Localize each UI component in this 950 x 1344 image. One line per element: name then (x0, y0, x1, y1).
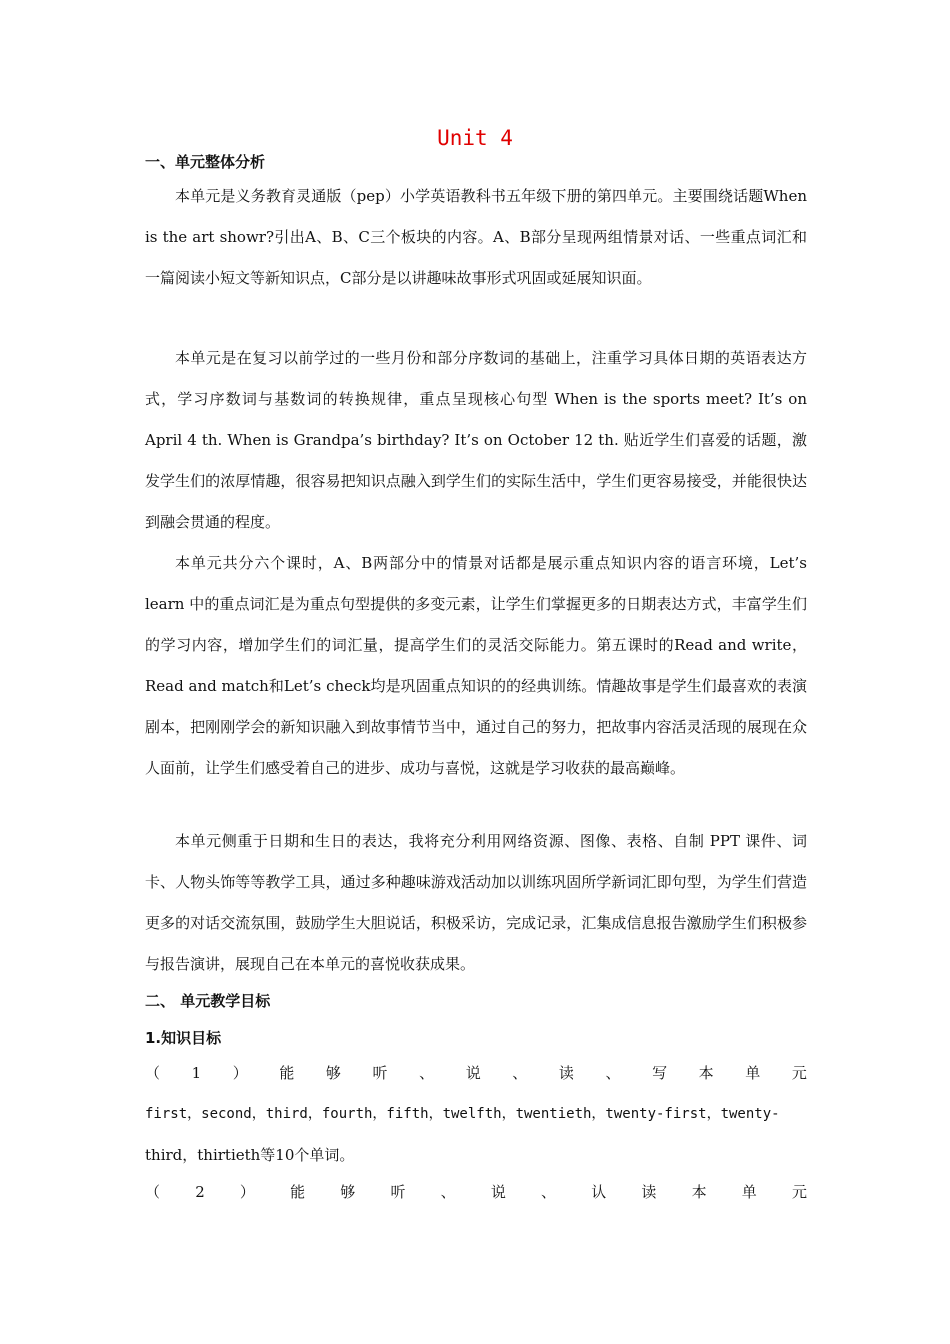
item-2-token: 元 (791, 1183, 807, 1201)
section-heading-teaching-goals: 二、 单元教学目标 (145, 992, 271, 1010)
item-1-token: （ (145, 1064, 161, 1082)
item-2-token: 够 (340, 1183, 356, 1201)
item-1-token: 够 (325, 1064, 341, 1082)
item-1-token: ） (232, 1064, 248, 1082)
item-1-token: 、 (605, 1064, 621, 1082)
paragraph-1: 本单元是义务教育灵通版（pep）小学英语教科书五年级下册的第四单元。主要围绕话题When is the art showr?引出A、B、C三个板块的内容。A、B部分呈现两组情景对话、一些重点词汇和一篇阅读小短文等新知识点，C部分是以讲趣味故事形式巩固或延展知识面。 (145, 187, 807, 287)
item-1-token: 单 (745, 1064, 761, 1082)
item-1-token: 元 (791, 1064, 807, 1082)
item-1-line-3: third，thirtieth等10个单词。 (145, 1146, 355, 1164)
paragraph-4: 本单元侧重于日期和生日的表达，我将充分利用网络资源、图像、表格、自制 PPT 课件、词卡、人物头饰等等教学工具，通过多种趣味游戏活动加以训练巩固所学新词汇即句型，为学生们营造更多的对话交流氛围，鼓励学生大胆说话，积极采访，完成记录，汇集成信息报告激励学生们积极参与报告演讲，展现自己在本单元的喜悦收获成果。 (145, 832, 807, 973)
item-2-token: （ (145, 1183, 161, 1201)
page-title: Unit 4 (437, 126, 513, 150)
section-heading-overall-analysis: 一、单元整体分析 (145, 153, 266, 171)
item-2-token: 说 (490, 1183, 506, 1201)
item-1-token: 能 (279, 1064, 295, 1082)
item-2-token: 2 (195, 1183, 205, 1201)
item-2-token: 能 (290, 1183, 306, 1201)
item-1-line-1 (145, 1061, 807, 1085)
item-2-token: 、 (541, 1183, 557, 1201)
item-1-token: 、 (512, 1064, 528, 1082)
subheading-knowledge-goals: 1.知识目标 (145, 1029, 222, 1047)
item-2-token: 听 (390, 1183, 406, 1201)
item-1-token: 本 (698, 1064, 714, 1082)
item-1-line-2: first，second，third，fourth，fifth，twelfth，twentieth，twenty-first，twenty- (145, 1106, 780, 1122)
item-2-token: 单 (741, 1183, 757, 1201)
item-1-token: 听 (372, 1064, 388, 1082)
item-2-token: 、 (440, 1183, 456, 1201)
item-1-token: 、 (419, 1064, 435, 1082)
item-2-token: ） (239, 1183, 255, 1201)
item-1-token: 1 (191, 1064, 202, 1082)
item-1-token: 写 (652, 1064, 668, 1082)
item-1-token: 读 (558, 1064, 574, 1082)
paragraph-2: 本单元是在复习以前学过的一些月份和部分序数词的基础上，注重学习具体日期的英语表达方式，学习序数词与基数词的转换规律，重点呈现核心句型 When is the sports meet? It’s on April 4 th. When is Grandpa’s birthday? It’s on October 12 th. 贴近学生们喜爱的话题，激发学生们的浓厚情趣，很容易把知识点融入到学生们的实际生活中，学生们更容易接受，并能很快达到融会贯通的程度。 (145, 349, 807, 531)
item-2-line-1 (145, 1180, 807, 1204)
item-2-token: 本 (691, 1183, 707, 1201)
item-2-token: 读 (641, 1183, 657, 1201)
paragraph-3: 本单元共分六个课时，A、B两部分中的情景对话都是展示重点知识内容的语言环境，Let’s learn 中的重点词汇是为重点句型提供的多变元素，让学生们掌握更多的日期表达方式，丰富学生们的学习内容，增加学生们的词汇量，提高学生们的灵活交际能力。第五课时的Read and write，Read and match和Let’s check均是巩固重点知识的的经典训练。情趣故事是学生们最喜欢的表演剧本，把刚刚学会的新知识融入到故事情节当中，通过自己的努力，把故事内容活灵活现的展现在众人面前，让学生们感受着自己的进步、成功与喜悦，这就是学习收获的最高巅峰。 (145, 554, 807, 777)
item-1-token: 说 (465, 1064, 481, 1082)
item-2-token: 认 (591, 1183, 607, 1201)
